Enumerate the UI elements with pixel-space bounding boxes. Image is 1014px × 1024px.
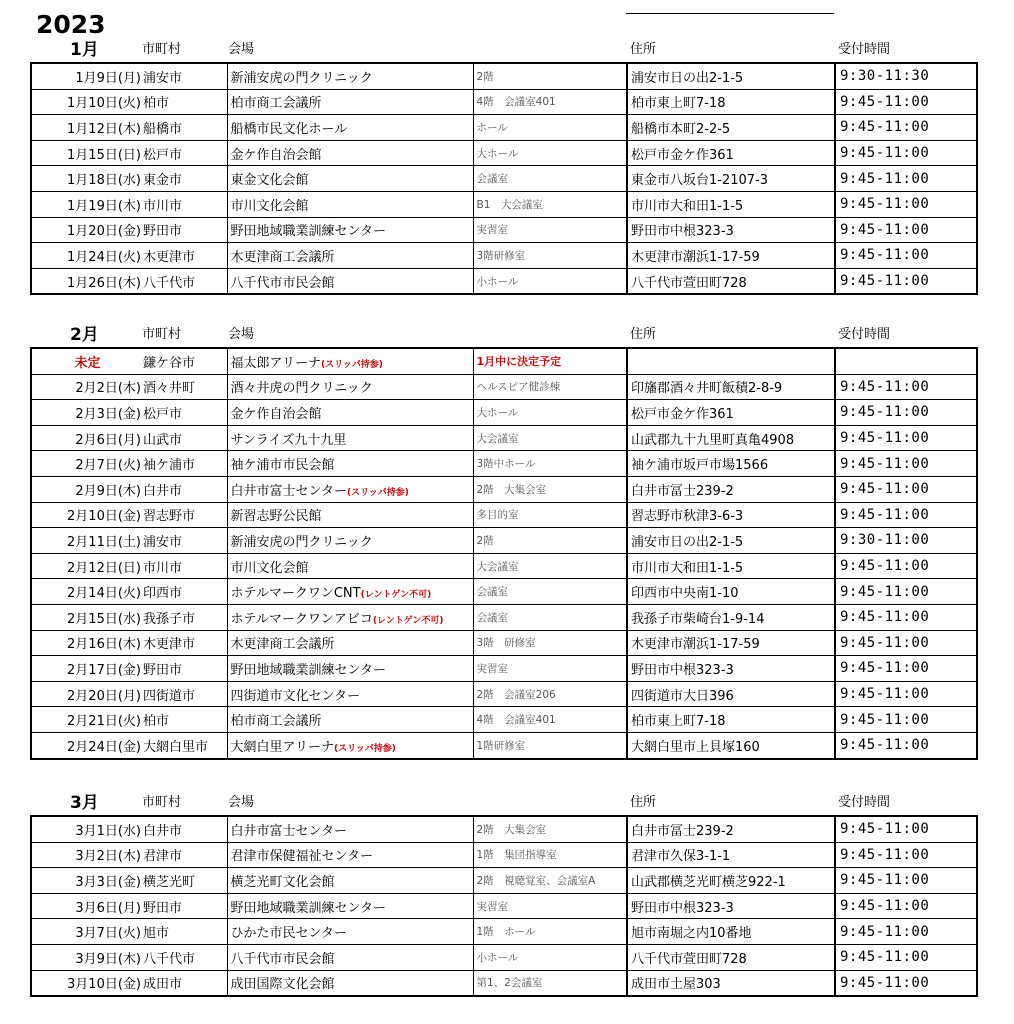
city-cell: 柏市 xyxy=(143,89,227,115)
city-cell: 浦安市 xyxy=(143,63,227,89)
time-cell: 9:45-11:00 xyxy=(835,553,977,579)
date-cell: 2月6日(月) xyxy=(31,425,143,451)
table-row xyxy=(31,502,977,528)
date-cell: 1月12日(木) xyxy=(31,115,143,141)
address-cell: 浦安市日の出2-1-5 xyxy=(627,528,835,554)
address-cell: 山武郡九十九里町真亀4908 xyxy=(627,425,835,451)
time-cell: 9:45-11:00 xyxy=(835,842,977,868)
venue-cell xyxy=(227,681,473,707)
room-cell: B1 大会議室 xyxy=(473,191,627,217)
month-label: 3月 xyxy=(70,793,99,813)
venue-name: 金ケ作自治会館 xyxy=(230,147,322,163)
venue-cell xyxy=(227,451,473,477)
date-cell: 2月24日(金) xyxy=(31,732,143,758)
address-cell: 君津市久保3-1-1 xyxy=(627,842,835,868)
city-cell: 横芝光町 xyxy=(143,868,227,894)
date-cell: 2月12日(日) xyxy=(31,553,143,579)
table-row xyxy=(31,476,977,502)
address-cell: 成田市土屋303 xyxy=(627,970,835,996)
city-cell: 習志野市 xyxy=(143,502,227,528)
venue-cell xyxy=(227,166,473,192)
table-row xyxy=(31,89,977,115)
table-row xyxy=(31,400,977,426)
address-cell: 木更津市潮浜1-17-59 xyxy=(627,243,835,269)
address-cell: 松戸市金ケ作361 xyxy=(627,140,835,166)
room-cell: 小ホール xyxy=(473,944,627,970)
month-header xyxy=(30,793,976,815)
venue-cell xyxy=(227,553,473,579)
table-row xyxy=(31,451,977,477)
table-row xyxy=(31,579,977,605)
time-cell: 9:45-11:00 xyxy=(835,140,977,166)
address-cell: 習志野市秋津3-6-3 xyxy=(627,502,835,528)
room-cell: 実習室 xyxy=(473,217,627,243)
address-cell: 旭市南堀之内10番地 xyxy=(627,919,835,945)
column-header-time: 受付時間 xyxy=(838,327,891,342)
time-cell xyxy=(835,348,977,374)
table-row xyxy=(31,217,977,243)
time-cell: 9:30-11:30 xyxy=(835,63,977,89)
date-cell: 2月9日(木) xyxy=(31,476,143,502)
venue-note: (スリッパ持参) xyxy=(346,487,409,498)
date-cell: 3月10日(金) xyxy=(31,970,143,996)
city-cell: 松戸市 xyxy=(143,400,227,426)
table-row xyxy=(31,553,977,579)
time-cell: 9:45-11:00 xyxy=(835,656,977,682)
city-cell: 東金市 xyxy=(143,166,227,192)
venue-name: 船橋市民文化ホール xyxy=(230,121,348,137)
date-cell: 2月20日(月) xyxy=(31,681,143,707)
room-cell: 2階 会議室206 xyxy=(473,681,627,707)
city-cell: 山武市 xyxy=(143,425,227,451)
time-cell: 9:45-11:00 xyxy=(835,604,977,630)
date-cell: 1月19日(木) xyxy=(31,191,143,217)
date-cell: 2月15日(水) xyxy=(31,604,143,630)
city-cell: 酒々井町 xyxy=(143,374,227,400)
table-row xyxy=(31,919,977,945)
venue-cell xyxy=(227,348,473,374)
table-row xyxy=(31,604,977,630)
table-row xyxy=(31,707,977,733)
month-section xyxy=(30,325,976,760)
address-cell: 白井市冨士239-2 xyxy=(627,816,835,842)
venue-name: 木更津商工会議所 xyxy=(230,249,335,265)
room-cell: 会議室 xyxy=(473,166,627,192)
table-row xyxy=(31,140,977,166)
month-label: 1月 xyxy=(70,40,99,60)
time-cell: 9:45-11:00 xyxy=(835,919,977,945)
schedule-table xyxy=(30,62,978,295)
page-title-year: 2023 xyxy=(36,10,106,39)
date-cell: 2月17日(金) xyxy=(31,656,143,682)
city-cell: 大網白里市 xyxy=(143,732,227,758)
venue-name: 白井市富士センター xyxy=(230,823,347,839)
date-cell: 1月26日(木) xyxy=(31,268,143,294)
city-cell: 白井市 xyxy=(143,476,227,502)
date-cell: 1月9日(月) xyxy=(31,63,143,89)
room-cell: 会議室 xyxy=(473,604,627,630)
address-cell: 市川市大和田1-1-5 xyxy=(627,553,835,579)
venue-name: ホテルマークワンCNT xyxy=(230,586,361,602)
city-cell: 旭市 xyxy=(143,919,227,945)
room-cell: 多目的室 xyxy=(473,502,627,528)
venue-name: 市川文化会館 xyxy=(230,560,309,576)
address-cell: 山武郡横芝光町横芝922-1 xyxy=(627,868,835,894)
time-cell: 9:45-11:00 xyxy=(835,630,977,656)
venue-cell xyxy=(227,656,473,682)
time-cell: 9:45-11:00 xyxy=(835,868,977,894)
venue-name: ホテルマークワンアビコ xyxy=(230,611,373,627)
time-cell: 9:30-11:00 xyxy=(835,528,977,554)
date-cell: 3月2日(木) xyxy=(31,842,143,868)
room-cell: 2階 大集会室 xyxy=(473,816,627,842)
column-header-address: 住所 xyxy=(630,795,657,810)
venue-name: 木更津商工会議所 xyxy=(230,637,335,653)
room-cell: 3階中ホール xyxy=(473,451,627,477)
venue-name: 野田地域職業訓練センター xyxy=(230,662,386,678)
city-cell: 我孫子市 xyxy=(143,604,227,630)
venue-cell xyxy=(227,707,473,733)
column-header-time: 受付時間 xyxy=(838,795,891,810)
address-cell: 野田市中根323-3 xyxy=(627,656,835,682)
venue-name: 福太郎アリーナ xyxy=(230,355,321,371)
room-cell: 2階 大集会室 xyxy=(473,476,627,502)
venue-name: 大網白里アリーナ xyxy=(230,739,334,755)
date-cell: 3月7日(火) xyxy=(31,919,143,945)
venue-cell xyxy=(227,243,473,269)
time-cell: 9:45-11:00 xyxy=(835,579,977,605)
table-row xyxy=(31,970,977,996)
room-cell: 3階 研修室 xyxy=(473,630,627,656)
address-cell: 印旛郡酒々井町飯積2-8-9 xyxy=(627,374,835,400)
table-row xyxy=(31,348,977,374)
column-header-city: 市町村 xyxy=(142,42,182,57)
room-cell: 2階 視聴覚室、会議室A xyxy=(473,868,627,894)
venue-name: 東金文化会館 xyxy=(230,173,309,189)
venue-name: 成田国際文化会館 xyxy=(230,977,335,993)
month-section xyxy=(30,40,976,295)
venue-cell xyxy=(227,919,473,945)
room-cell: ヘルスピア健診棟 xyxy=(473,374,627,400)
table-row xyxy=(31,166,977,192)
address-cell: 四街道市大日396 xyxy=(627,681,835,707)
venue-cell xyxy=(227,63,473,89)
venue-cell xyxy=(227,579,473,605)
address-cell: 柏市東上町7-18 xyxy=(627,89,835,115)
column-header-venue: 会場 xyxy=(228,42,255,57)
column-header-city: 市町村 xyxy=(142,327,182,342)
room-cell: 1階 集団指導室 xyxy=(473,842,627,868)
table-row xyxy=(31,816,977,842)
venue-cell xyxy=(227,630,473,656)
venue-cell xyxy=(227,191,473,217)
address-cell: 野田市中根323-3 xyxy=(627,217,835,243)
time-cell: 9:45-11:00 xyxy=(835,502,977,528)
venue-name: 袖ケ浦市市民会館 xyxy=(230,458,335,474)
time-cell: 9:45-11:00 xyxy=(835,451,977,477)
city-cell: 鎌ケ谷市 xyxy=(143,348,227,374)
table-row xyxy=(31,191,977,217)
address-cell: 野田市中根323-3 xyxy=(627,893,835,919)
table-row xyxy=(31,732,977,758)
room-cell: 第1、2会議室 xyxy=(473,970,627,996)
room-cell: 1月中に決定予定 xyxy=(473,348,627,374)
time-cell: 9:45-11:00 xyxy=(835,268,977,294)
room-cell: 大ホール xyxy=(473,140,627,166)
city-cell: 白井市 xyxy=(143,816,227,842)
table-row xyxy=(31,63,977,89)
room-cell: 4階 会議室401 xyxy=(473,89,627,115)
venue-name: 野田地域職業訓練センター xyxy=(230,900,386,916)
time-cell: 9:45-11:00 xyxy=(835,681,977,707)
city-cell: 野田市 xyxy=(143,217,227,243)
venue-note: (スリッパ持参) xyxy=(333,743,396,754)
address-cell: 八千代市萱田町728 xyxy=(627,944,835,970)
time-cell: 9:45-11:00 xyxy=(835,970,977,996)
city-cell: 袖ケ浦市 xyxy=(143,451,227,477)
table-row xyxy=(31,681,977,707)
address-cell: 八千代市萱田町728 xyxy=(627,268,835,294)
venue-name: 柏市商工会議所 xyxy=(230,96,322,112)
month-section xyxy=(30,793,976,997)
city-cell: 野田市 xyxy=(143,656,227,682)
column-header-city: 市町村 xyxy=(142,795,182,810)
venue-note: (レントゲン不可) xyxy=(360,590,432,601)
table-row xyxy=(31,528,977,554)
address-cell: 白井市冨士239-2 xyxy=(627,476,835,502)
date-cell: 2月10日(金) xyxy=(31,502,143,528)
address-cell: 市川市大和田1-1-5 xyxy=(627,191,835,217)
venue-cell xyxy=(227,502,473,528)
venue-cell xyxy=(227,268,473,294)
table-row xyxy=(31,374,977,400)
address-cell: 松戸市金ケ作361 xyxy=(627,400,835,426)
venue-name: 横芝光町文化会館 xyxy=(230,874,335,890)
room-cell: 大会議室 xyxy=(473,425,627,451)
venue-name: サンライズ九十九里 xyxy=(230,432,347,448)
address-cell: 袖ケ浦市坂戸市場1566 xyxy=(627,451,835,477)
venue-name: 白井市富士センター xyxy=(230,483,347,499)
table-row xyxy=(31,842,977,868)
venue-name: 四街道市文化センター xyxy=(230,688,360,704)
time-cell: 9:45-11:00 xyxy=(835,217,977,243)
address-cell: 大網白里市上貝塚160 xyxy=(627,732,835,758)
time-cell: 9:45-11:00 xyxy=(835,893,977,919)
room-cell: 1階 ホール xyxy=(473,919,627,945)
venue-name: 野田地域職業訓練センター xyxy=(230,224,386,240)
city-cell: 印西市 xyxy=(143,579,227,605)
city-cell: 四街道市 xyxy=(143,681,227,707)
schedule-table xyxy=(30,347,978,760)
date-cell: 1月24日(火) xyxy=(31,243,143,269)
address-cell: 東金市八坂台1-2107-3 xyxy=(627,166,835,192)
column-header-time: 受付時間 xyxy=(838,42,891,57)
date-cell: 1月15日(日) xyxy=(31,140,143,166)
venue-cell xyxy=(227,115,473,141)
date-cell: 3月6日(月) xyxy=(31,893,143,919)
venue-cell xyxy=(227,217,473,243)
table-row xyxy=(31,115,977,141)
venue-cell xyxy=(227,374,473,400)
venue-name: 酒々井虎の門クリニック xyxy=(230,381,373,397)
venue-name: 新習志野公民館 xyxy=(230,509,322,525)
venue-cell xyxy=(227,140,473,166)
venue-cell xyxy=(227,425,473,451)
address-cell: 船橋市本町2-2-5 xyxy=(627,115,835,141)
month-label: 2月 xyxy=(70,325,99,345)
venue-name: 市川文化会館 xyxy=(230,198,309,214)
column-header-venue: 会場 xyxy=(228,795,255,810)
city-cell: 八千代市 xyxy=(143,268,227,294)
room-cell: 大ホール xyxy=(473,400,627,426)
venue-name: 新浦安虎の門クリニック xyxy=(230,70,373,86)
venue-cell xyxy=(227,970,473,996)
address-cell: 印西市中央南1-10 xyxy=(627,579,835,605)
time-cell: 9:45-11:00 xyxy=(835,732,977,758)
room-cell: 2階 xyxy=(473,528,627,554)
city-cell: 君津市 xyxy=(143,842,227,868)
address-cell: 我孫子市柴崎台1-9-14 xyxy=(627,604,835,630)
table-row xyxy=(31,425,977,451)
table-row xyxy=(31,868,977,894)
city-cell: 松戸市 xyxy=(143,140,227,166)
date-cell: 1月20日(金) xyxy=(31,217,143,243)
time-cell: 9:45-11:00 xyxy=(835,476,977,502)
date-cell: 2月21日(火) xyxy=(31,707,143,733)
city-cell: 八千代市 xyxy=(143,944,227,970)
date-cell: 2月7日(火) xyxy=(31,451,143,477)
room-cell: 実習室 xyxy=(473,656,627,682)
city-cell: 成田市 xyxy=(143,970,227,996)
time-cell: 9:45-11:00 xyxy=(835,374,977,400)
date-cell: 1月18日(水) xyxy=(31,166,143,192)
date-cell: 3月3日(金) xyxy=(31,868,143,894)
table-row xyxy=(31,656,977,682)
date-cell: 3月1日(水) xyxy=(31,816,143,842)
venue-cell xyxy=(227,944,473,970)
venue-cell xyxy=(227,868,473,894)
date-cell: 2月2日(木) xyxy=(31,374,143,400)
time-cell: 9:45-11:00 xyxy=(835,243,977,269)
room-cell: 2階 xyxy=(473,63,627,89)
venue-cell xyxy=(227,604,473,630)
time-cell: 9:45-11:00 xyxy=(835,425,977,451)
time-cell: 9:45-11:00 xyxy=(835,816,977,842)
venue-cell xyxy=(227,89,473,115)
address-cell: 浦安市日の出2-1-5 xyxy=(627,63,835,89)
room-cell: 実習室 xyxy=(473,893,627,919)
venue-cell xyxy=(227,476,473,502)
city-cell: 柏市 xyxy=(143,707,227,733)
time-cell: 9:45-11:00 xyxy=(835,707,977,733)
city-cell: 木更津市 xyxy=(143,630,227,656)
month-header xyxy=(30,325,976,347)
date-cell: 未定 xyxy=(31,348,143,374)
venue-cell xyxy=(227,816,473,842)
date-cell: 3月9日(木) xyxy=(31,944,143,970)
venue-cell xyxy=(227,528,473,554)
address-cell: 柏市東上町7-18 xyxy=(627,707,835,733)
time-cell: 9:45-11:00 xyxy=(835,89,977,115)
city-cell: 木更津市 xyxy=(143,243,227,269)
venue-name: 君津市保健福祉センター xyxy=(230,849,373,865)
venue-name: 八千代市市民会館 xyxy=(230,275,335,291)
room-cell: 大会議室 xyxy=(473,553,627,579)
room-cell: 会議室 xyxy=(473,579,627,605)
city-cell: 船橋市 xyxy=(143,115,227,141)
column-header-venue: 会場 xyxy=(228,327,255,342)
table-row xyxy=(31,268,977,294)
time-cell: 9:45-11:00 xyxy=(835,166,977,192)
table-row xyxy=(31,630,977,656)
venue-name: ひかた市民センター xyxy=(230,926,347,942)
city-cell: 浦安市 xyxy=(143,528,227,554)
schedule-table xyxy=(30,815,978,997)
venue-cell xyxy=(227,893,473,919)
room-cell: 4階 会議室401 xyxy=(473,707,627,733)
time-cell: 9:45-11:00 xyxy=(835,944,977,970)
venue-name: 新浦安虎の門クリニック xyxy=(230,534,373,550)
header-rule xyxy=(626,13,834,14)
room-cell: 1階研修室 xyxy=(473,732,627,758)
city-cell: 市川市 xyxy=(143,191,227,217)
venue-cell xyxy=(227,732,473,758)
room-cell: 3階研修室 xyxy=(473,243,627,269)
address-cell: 木更津市潮浜1-17-59 xyxy=(627,630,835,656)
venue-cell xyxy=(227,842,473,868)
venue-note: (レントゲン不可) xyxy=(372,615,444,626)
column-header-address: 住所 xyxy=(630,327,657,342)
venue-name: 金ケ作自治会館 xyxy=(230,406,322,422)
venue-note: (スリッパ持参) xyxy=(320,359,383,370)
date-cell: 1月10日(火) xyxy=(31,89,143,115)
date-cell: 2月16日(木) xyxy=(31,630,143,656)
month-header xyxy=(30,40,976,62)
time-cell: 9:45-11:00 xyxy=(835,191,977,217)
date-cell: 2月11日(土) xyxy=(31,528,143,554)
time-cell: 9:45-11:00 xyxy=(835,400,977,426)
time-cell: 9:45-11:00 xyxy=(835,115,977,141)
venue-name: 八千代市市民会館 xyxy=(230,951,335,967)
table-row xyxy=(31,243,977,269)
venue-name: 柏市商工会議所 xyxy=(230,714,322,730)
room-cell: ホール xyxy=(473,115,627,141)
table-row xyxy=(31,893,977,919)
date-cell: 2月14日(火) xyxy=(31,579,143,605)
table-row xyxy=(31,944,977,970)
venue-cell xyxy=(227,400,473,426)
room-cell: 小ホール xyxy=(473,268,627,294)
column-header-address: 住所 xyxy=(630,42,657,57)
date-cell: 2月3日(金) xyxy=(31,400,143,426)
address-cell xyxy=(627,348,835,374)
city-cell: 野田市 xyxy=(143,893,227,919)
city-cell: 市川市 xyxy=(143,553,227,579)
